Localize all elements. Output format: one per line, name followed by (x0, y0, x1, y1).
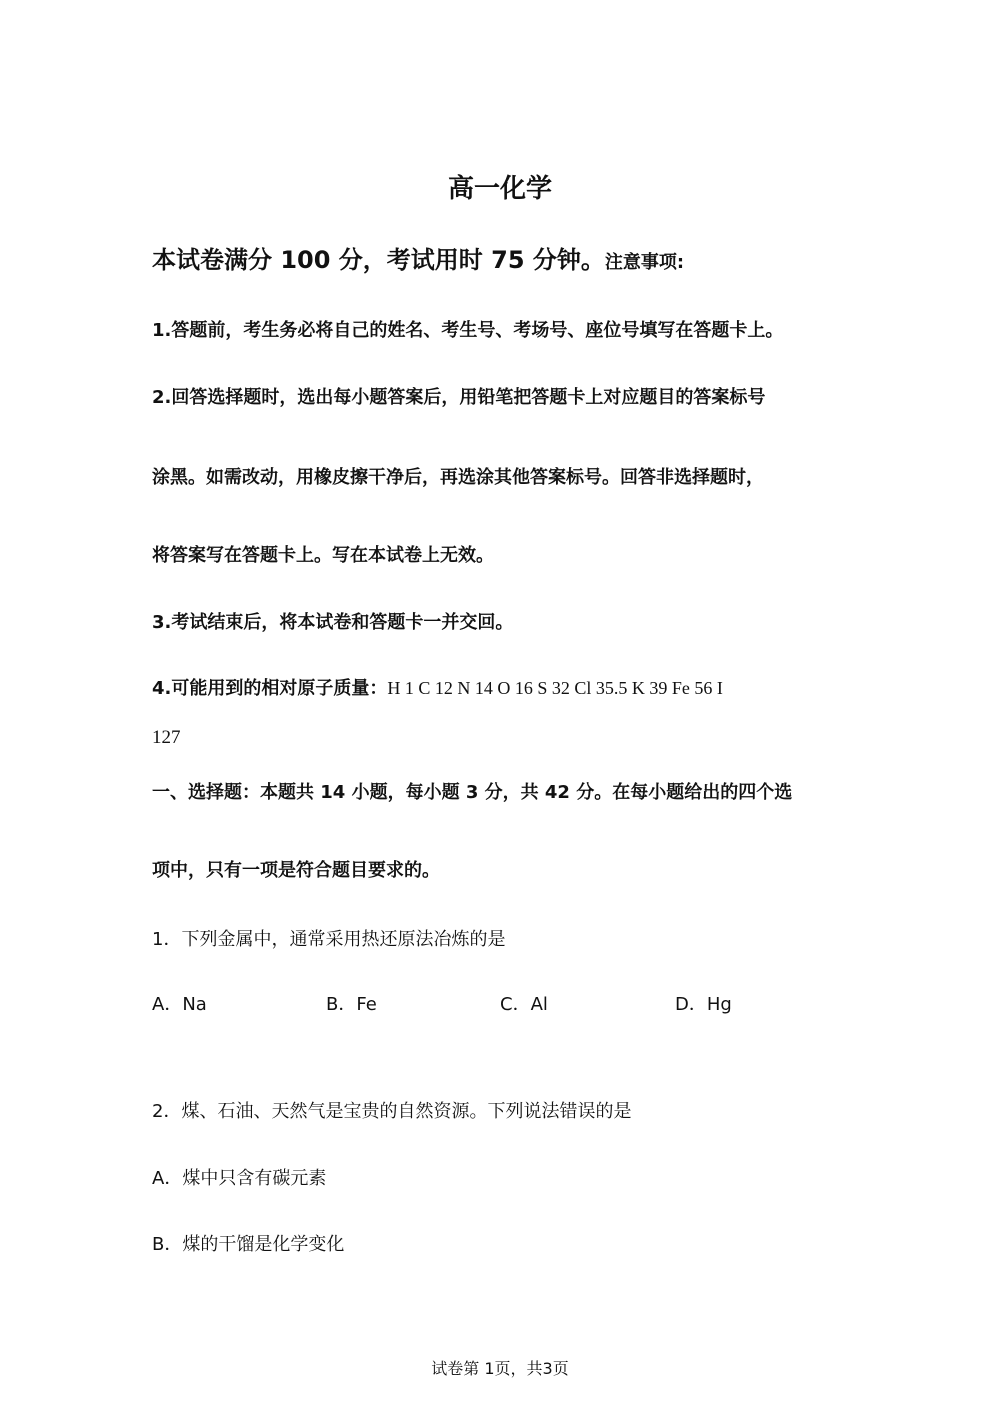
note-3: 3.考试结束后，将本试卷和答题卡一并交回。 (152, 612, 514, 633)
question-1-option-d: D．Hg (675, 994, 732, 1015)
section-1-heading-line-2: 项中，只有一项是符合题目要求的。 (152, 860, 440, 881)
exam-intro (152, 240, 684, 275)
note-2-line-1: 2.回答选择题时，选出每小题答案后，用铅笔把答题卡上对应题目的答案标号 (152, 387, 766, 408)
question-1-option-b: B．Fe (326, 994, 377, 1015)
note-4 (152, 674, 723, 700)
page-footer: 试卷第 1页，共3页 (431, 1359, 569, 1378)
note-2-line-3: 将答案写在答题卡上。写在本试卷上无效。 (152, 545, 494, 566)
exam-title: 高一化学 (447, 174, 552, 204)
question-2-option-b: B．煤的干馏是化学变化 (152, 1234, 345, 1255)
note-2-line-2: 涂黑。如需改动，用橡皮擦干净后，再选涂其他答案标号。回答非选择题时， (152, 467, 764, 488)
question-1-option-a: A．Na (152, 994, 207, 1015)
exam-intro-main: 本试卷满分 100 分，考试用时 75 分钟。 (152, 246, 605, 274)
question-2-option-a: A．煤中只含有碳元素 (152, 1168, 327, 1189)
question-2-stem: 2．煤、石油、天然气是宝贵的自然资源。下列说法错误的是 (152, 1101, 632, 1122)
note-1: 1.答题前，考生务必将自己的姓名、考生号、考场号、座位号填写在答题卡上。 (152, 320, 784, 341)
notice-label: 注意事项: (604, 252, 685, 273)
atomic-mass-values: H 1 C 12 N 14 O 16 S 32 Cl 35.5 K 39 Fe 56 I (387, 678, 723, 698)
note-4-label: 4.可能用到的相对原子质量： (152, 678, 388, 699)
section-1-heading-line-1: 一、选择题：本题共 14 小题，每小题 3 分，共 42 分。在每小题给出的四个选 (152, 782, 793, 803)
atomic-mass-continued: 127 (152, 727, 181, 748)
question-1-option-c: C．Al (500, 994, 548, 1015)
question-1-stem: 1．下列金属中，通常采用热还原法冶炼的是 (152, 929, 506, 950)
